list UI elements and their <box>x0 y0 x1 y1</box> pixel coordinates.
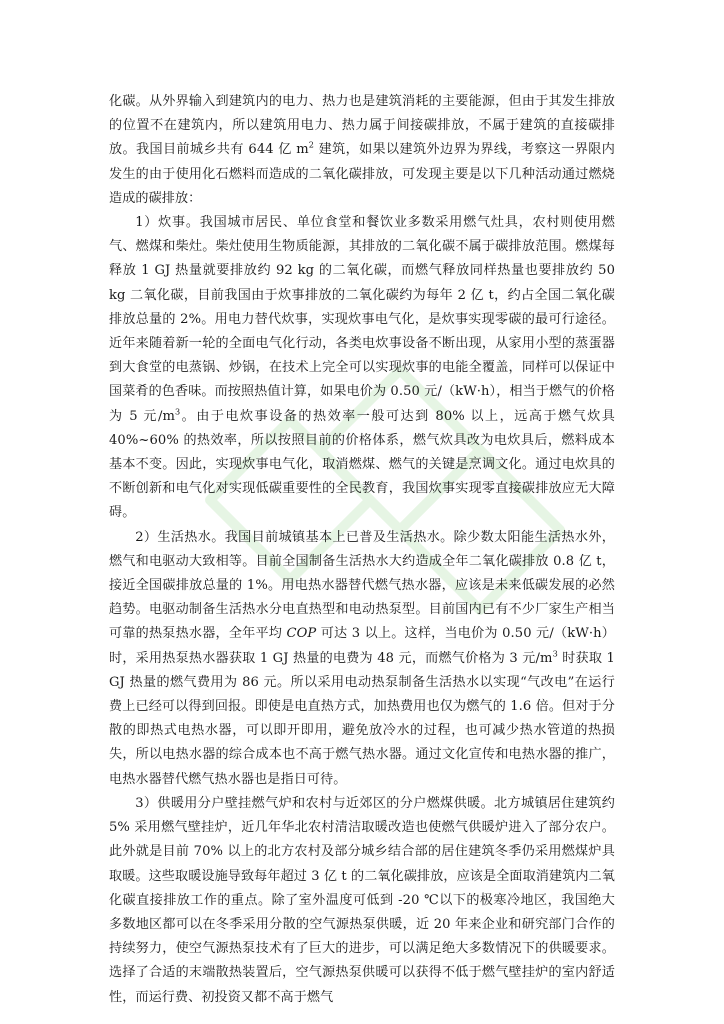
text-run: 2）生活热水。我国目前城镇基本上已普及生活热水。除少数太阳能生活热水外，燃气和电驱动大致相等。目前全国制备生活热水大约造成全年二氧化碳排放 0.8 亿 t，接近全国碳排放总量的 1%。用电热水器替代燃气热水器，应该是未来低碳发展的必然趋势。电驱动制备生活热水分电直热型和电动热泵型。目前国内已有不少厂家生产相当可靠的热泵热水器，全年平均 <box>109 529 615 642</box>
text-run: 3）供暖用分户壁挂燃气炉和农村与近郊区的分户燃煤供暖。北方城镇居住建筑约 5% 采用燃气壁挂炉，近几年华北农村清洁取暖改造也使燃气供暖炉进入了部分农户。此外就是目前 70% 以上的北方农村及部分城乡结合部的居住建筑冬季仍采用燃煤炉具取暖。这些取暖设施导致每年超过 3 亿 t 的二氧化碳排放，应该是全面取消建筑内二氧化碳直接排放工作的重点。除了室外温度可低到 -20 ℃以下的极寒冷地区，我国绝大多数地区都可以在冬季采用分散的空气源热泵供暖，近 20 年来企业和研究部门合作的持续努力，使空气源热泵技术有了巨大的进步，可以满足绝大多数情况下的供暖要求。选择了合适的末端散热装置后，空气源热泵供暖可以获得不低于燃气壁挂炉的室内舒适性，而运行费、初投资又都不高于燃气 <box>109 795 615 1005</box>
paragraph-p2 <box>109 526 615 792</box>
paragraph-p1 <box>109 211 615 526</box>
text-run: 。由于电炊事设备的热效率一般可达到 80% 以上，远高于燃气炊具 40%~60% 的热效率，所以按照目前的价格体系，燃气炊具改为电炊具后，燃料成本基本不变。因此，实现炊事电气化，取消燃煤、燃气的关键是烹调文化。通过电炊具的不断创新和电气化对实现低碳重要性的全民教育，我国炊事实现零直接碳排放应无大障碍。 <box>109 408 615 521</box>
text-run: 化碳。从外界输入到建筑内的电力、热力也是建筑消耗的主要能源，但由于其发生排放的位置不在建筑内，所以建筑用电力、热力属于间接碳排放，不属于建筑的直接碳排放。我国目前城乡共有 644 亿 m <box>109 94 615 158</box>
text-run: 时获取 1 GJ 热量的燃气费用为 86 元。所以采用电动热泵制备生活热水以实现“气改电”在运行费上已经可以得到回报。即使是电直热方式，加热费用也仅为燃气的 1.6 倍。但对于分散的即热式电热水器，可以即开即用，避免放冷水的过程，也可减少热水管道的热损失，所以电热水器的综合成本也不高于燃气热水器。通过文化宣传和电热水器的推广，电热水器替代燃气热水器也是指日可待。 <box>109 650 615 787</box>
paragraph-p3 <box>109 792 615 1010</box>
body-text <box>109 90 615 1010</box>
superscript: 2 <box>308 140 315 151</box>
text-run: 建筑，如果以建筑外边界为界线，考察这一界限内发生的由于使用化石燃料而造成的二氧化碳排放，可发现主要是以下几种活动通过燃烧造成的碳排放： <box>109 142 615 206</box>
paragraph-p0 <box>109 90 615 211</box>
superscript: 3 <box>552 648 558 659</box>
text-run: 可达 3 以上。这样，当电价为 0.50 元/（kW·h）时，采用热泵热水器获取 1 GJ 热量的电费为 48 元，而燃气价格为 3 元/m <box>109 626 615 666</box>
italic-term: COP <box>286 626 317 642</box>
superscript: 3 <box>174 406 181 417</box>
text-run: 1）炊事。我国城市居民、单位食堂和餐饮业多数采用燃气灶具，农村则使用燃气、燃煤和柴灶。柴灶使用生物质能源，其排放的二氧化碳不属于碳排放范围。燃煤每释放 1 GJ 热量就要排放约 92 kg 的二氧化碳，而燃气释放同样热量也要排放约 50 kg 二氧化碳，目前我国由于炊事排放的二氧化碳约为每年 2 亿 t，约占全国二氧化碳排放总量的 2%。用电力替代炊事，实现炊事电气化，是炊事实现零碳的最可行途径。近年来随着新一轮的全面电气化行动，各类电炊事设备不断出现，从家用小型的蒸蛋器到大食堂的电蒸锅、炒锅，在技术上完全可以实现炊事的电能全覆盖，同样可以保证中国菜肴的色香味。而按照热值计算，如果电价为 0.50 元/（kW·h），相当于燃气的价格为 5 元/m <box>109 215 615 424</box>
